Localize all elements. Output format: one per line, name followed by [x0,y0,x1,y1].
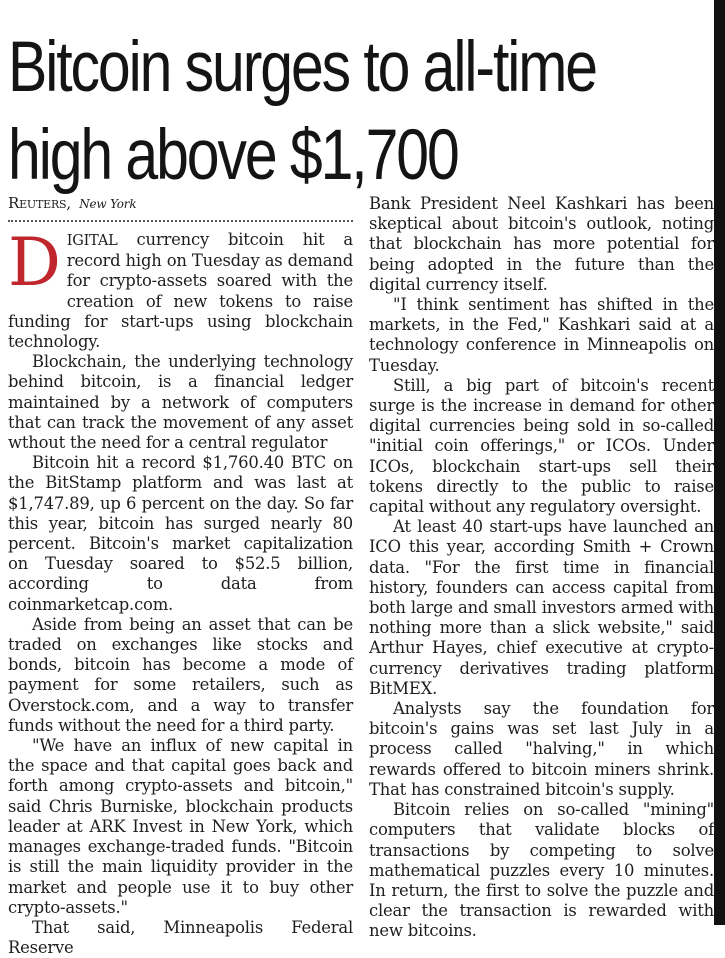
paragraph-payment-mode: Aside from being an asset that can be traded on exchanges like stocks and bonds, bitcoin has become a mode of payment for some retailers, such as Overstock.com, and a way to transfer funds without the need for a third party. [8,614,353,735]
paragraph-minneapolis-fed: That said, Minneapolis Federal Reserve [8,917,353,958]
paragraph-burniske-quote: "We have an influx of new capital in the space and that capital goes back and forth among crypto-assets and bitcoin," said Chris Burniske, blockchain products leader at ARK Invest in New York, which manages exchange-traded funds. "Bitcoin is still the main liquidity provider in the market and people use it to buy other crypto-assets." [8,736,353,917]
article-column-right [369,194,714,942]
paragraph-startups-ico: At least 40 start-ups have launched an ICO this year, according Smith + Crown data. "For the first time in financial history, founders can access capital from both large and small investors armed with nothing more than a slick website," said Arthur Hayes, chief executive at crypto-currency derivatives trading platform BitMEX. [369,517,714,698]
paragraph-blockchain: Blockchain, the underlying technology behind bitcoin, is a financial ledger maintained by a network of computers that can track the movement of any asset wthout the need for a central regulator [8,352,353,453]
paragraph-sentiment-quote: "I think sentiment has shifted in the markets, in the Fed," Kashkari said at a technology conference in Minneapolis on Tuesday. [369,295,714,375]
page-edge-border [714,0,725,925]
byline-location: New York [79,197,137,211]
paragraph-kashkari: Bank President Neel Kashkari has been skeptical about bitcoin's outlook, noting that blockchain has more potential for being adopted in the future than the digital currency itself. [369,194,714,294]
headline-line-2: high above $1,700 [8,116,458,195]
headline-line-1: Bitcoin surges to all-time [8,28,596,107]
byline-agency: Reuters, [8,194,71,212]
byline [8,193,353,222]
drop-cap: D [8,224,61,301]
lead-paragraph [8,224,353,352]
paragraph-mining: Bitcoin relies on so-called "mining" computers that validate blocks of transactions by competing to solve mathematical puzzles every 10 minutes. In return, the first to solve the puzzle and clear the transaction is rewarded with new bitcoins. [369,800,714,941]
paragraph-halving: Analysts say the foundation for bitcoin's gains was set last July in a process called "halving," in which rewards offered to bitcoin miners shrink. That has constrained bitcoin's supply. [369,699,714,799]
headline [8,24,596,200]
lead-caps: IGITAL [66,233,118,249]
lead-text: currency bitcoin hit a record high on Tuesday as demand for crypto-assets soared with the creation of new tokens to raise funding for start-ups using blockchain technology. [8,230,353,352]
article-column-left [8,193,353,958]
paragraph-ico-demand: Still, a big part of bitcoin's recent surge is the increase in demand for other digital currencies being sold in so-called "initial coin offerings," or ICOs. Under ICOs, blockchain start-ups sell their tokens directly to the public to raise capital without any regulatory oversight. [369,375,714,517]
paragraph-record-price: Bitcoin hit a record $1,760.40 BTC on the BitStamp platform and was last at $1,747.89, up 6 percent on the day. So far this year, bitcoin has surged nearly 80 percent. Bitcoin's market capitalization on Tuesday soared to $52.5 billion, according to data from coinmarketcap.com. [8,453,353,614]
